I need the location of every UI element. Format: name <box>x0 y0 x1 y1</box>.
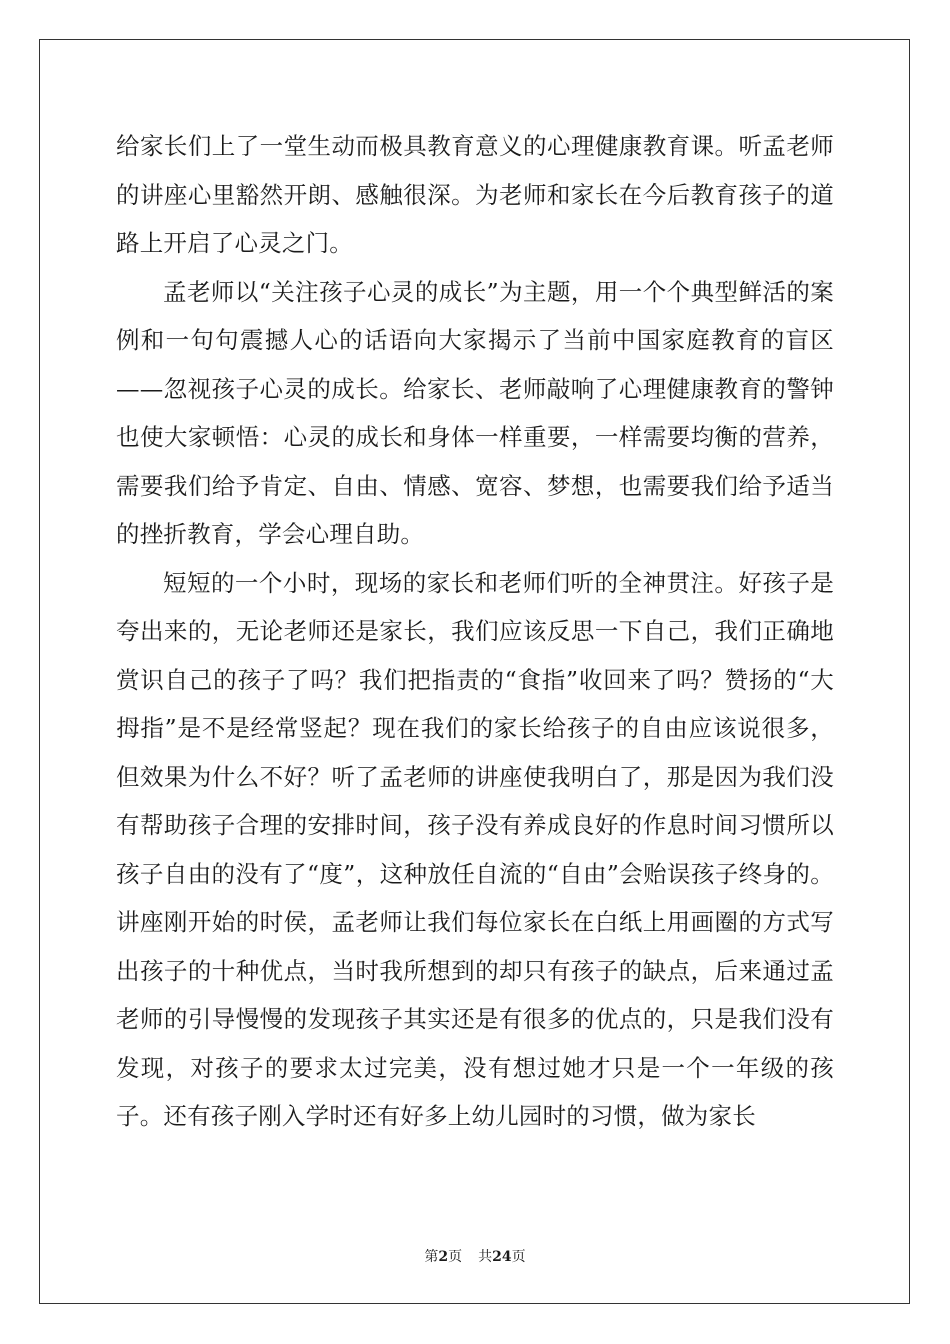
page-prefix: 第 <box>424 1249 439 1265</box>
page-number: 2 <box>438 1249 449 1265</box>
page-footer <box>0 1246 950 1266</box>
paragraph-2: 孟老师以“关注孩子心灵的成长”为主题，用一个个典型鲜活的案例和一句句震撼人心的话语向大家揭示了当前中国家庭教育的盲区——忽视孩子心灵的成长。给家长、老师敲响了心理健康教育的警钟也使大家顿悟：心灵的成长和身体一样重要，一样需要均衡的营养，需要我们给予肯定、自由、情感、宽容、梦想，也需要我们给予适当的挫折教育，学会心理自助。 <box>116 277 834 548</box>
paragraph-3: 短短的一个小时，现场的家长和老师们听的全神贯注。好孩子是夸出来的，无论老师还是家长，我们应该反思一下自己，我们正确地赏识自己的孩子了吗？我们把指责的“食指”收回来了吗？赞扬的“大拇指”是不是经常竖起？现在我们的家长给孩子的自由应该说很多，但效果为什么不好？听了孟老师的讲座使我明白了，那是因为我们没有帮助孩子合理的安排时间，孩子没有养成良好的作息时间习惯所以孩子自由的没有了“度”，这种放任自流的“自由”会贻误孩子终身的。讲座刚开始的时侯，孟老师让我们每位家长在白纸上用画圈的方式写出孩子的十种优点，当时我所想到的却只有孩子的缺点，后来通过孟老师的引导慢慢的发现孩子其实还是有很多的优点的，只是我们没有发现，对孩子的要求太过完美，没有想过她才只是一个一年级的孩子。还有孩子刚入学时还有好多上幼儿园时的习惯，做为家长 <box>116 568 834 1130</box>
document-body <box>116 122 834 1141</box>
total-prefix: 共 <box>478 1249 493 1265</box>
total-suffix: 页 <box>511 1249 526 1265</box>
total-pages: 24 <box>492 1249 512 1265</box>
paragraph-1: 给家长们上了一堂生动而极具教育意义的心理健康教育课。听孟老师的讲座心里豁然开朗、感触很深。为老师和家长在今后教育孩子的道路上开启了心灵之门。 <box>116 132 834 257</box>
page-suffix: 页 <box>448 1249 463 1265</box>
